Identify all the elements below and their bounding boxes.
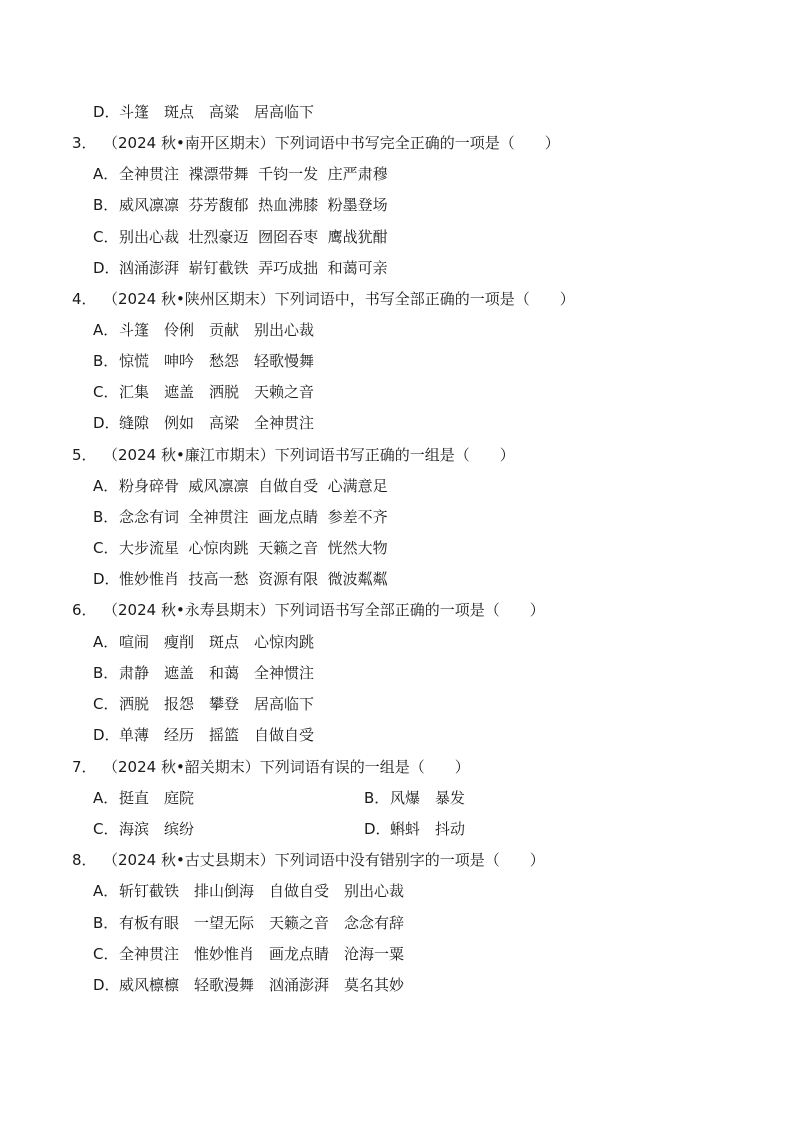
- q8-option-a-text: 斩钉截铁 排山倒海 自做自受 别出心裁: [119, 882, 405, 900]
- q5-option-d-text: 惟妙惟肖 技高一愁 资源有限 微波粼粼: [119, 570, 388, 588]
- question-4-number: 4．: [72, 290, 97, 308]
- question-6-number: 6．: [72, 601, 97, 619]
- q3-option-b-label: B．: [93, 196, 119, 214]
- q6-option-a-text: 喧闹 瘦削 斑点 心惊肉跳: [119, 633, 315, 651]
- q5-option-c-label: C．: [93, 539, 119, 557]
- prev-option-label: D．: [93, 103, 120, 121]
- q6-option-a-label: A．: [93, 633, 119, 651]
- q8-option-c-text: 全神贯注 惟妙惟肖 画龙点睛 沧海一粟: [119, 945, 405, 963]
- q5-option-b-text: 念念有词 全神贯注 画龙点睛 参差不齐: [119, 508, 388, 526]
- question-7-number: 7．: [72, 758, 97, 776]
- q4-option-d-text: 缝隙 例如 高梁 全神贯注: [119, 414, 315, 432]
- q7-option-c-label: C．: [93, 820, 119, 838]
- q7-option-d-text: 蝌蚪 抖动: [390, 820, 466, 838]
- question-5-stem: （2024 秋•廉江市期末）下列词语书写正确的一组是（ ）: [103, 446, 515, 464]
- question-8-number: 8．: [72, 851, 97, 869]
- q7-option-a-text: 挺直 庭院: [119, 789, 195, 807]
- q3-option-d-label: D．: [93, 259, 120, 277]
- q8-option-b-text: 有板有眼 一望无际 天籁之音 念念有辞: [119, 914, 405, 932]
- question-6-stem: （2024 秋•永寿县期末）下列词语书写全部正确的一项是（ ）: [103, 601, 545, 619]
- q7-option-d-label: D．: [364, 820, 391, 838]
- q3-option-d-text: 汹涌澎湃 崭钉截铁 弄巧成拙 和蔼可亲: [119, 259, 388, 277]
- q8-option-b-label: B．: [93, 914, 119, 932]
- q3-option-b-text: 威风凛凛 芬芳馥郁 热血沸膝 粉墨登场: [119, 196, 388, 214]
- question-3-number: 3．: [72, 134, 97, 152]
- q8-option-a-label: A．: [93, 882, 119, 900]
- q3-option-c-label: C．: [93, 228, 119, 246]
- q7-option-c-text: 海滨 缤纷: [119, 820, 195, 838]
- q4-option-d-label: D．: [93, 414, 120, 432]
- q4-option-c-label: C．: [93, 383, 119, 401]
- q8-option-d-text: 威风檩檩 轻歌漫舞 汹涌澎湃 莫名其妙: [119, 976, 405, 994]
- question-4-stem: （2024 秋•陕州区期末）下列词语中，书写全部正确的一项是（ ）: [103, 290, 575, 308]
- q3-option-c-text: 别出心裁 壮烈豪迈 囫囵吞枣 鹰战犹酣: [119, 228, 388, 246]
- question-8-stem: （2024 秋•古丈县期末）下列词语中没有错别字的一项是（ ）: [103, 851, 545, 869]
- q5-option-b-label: B．: [93, 508, 119, 526]
- q8-option-d-label: D．: [93, 976, 120, 994]
- q3-option-a-text: 全神贯注 褋漂带舞 千钧一发 庄严肃穆: [119, 165, 388, 183]
- q7-option-b-label: B．: [364, 789, 390, 807]
- q4-option-a-text: 斗篷 伶俐 贡献 别出心裁: [119, 321, 315, 339]
- q7-option-a-label: A．: [93, 789, 119, 807]
- q8-option-c-label: C．: [93, 945, 119, 963]
- q6-option-b-text: 肃静 遮盖 和蔼 全神惯注: [119, 664, 315, 682]
- q5-option-c-text: 大步流星 心惊肉跳 天籁之音 恍然大物: [119, 539, 388, 557]
- q6-option-c-text: 洒脱 报怨 攀登 居高临下: [119, 695, 315, 713]
- q4-option-a-label: A．: [93, 321, 119, 339]
- q6-option-d-label: D．: [93, 726, 120, 744]
- q4-option-b-text: 惊慌 呻吟 愁怨 轻歌慢舞: [119, 352, 315, 370]
- question-3-stem: （2024 秋•南开区期末）下列词语中书写完全正确的一项是（ ）: [103, 134, 560, 152]
- q6-option-d-text: 单薄 经历 摇篮 自做自受: [119, 726, 315, 744]
- q5-option-a-label: A．: [93, 477, 119, 495]
- prev-option-text: 斗篷 斑点 高粱 居高临下: [119, 103, 315, 121]
- q6-option-b-label: B．: [93, 664, 119, 682]
- q3-option-a-label: A．: [93, 165, 119, 183]
- question-7-stem: （2024 秋•韶关期末）下列词语有误的一组是（ ）: [103, 758, 470, 776]
- q4-option-c-text: 汇集 遮盖 洒脱 天赖之音: [119, 383, 315, 401]
- question-5-number: 5．: [72, 446, 97, 464]
- q6-option-c-label: C．: [93, 695, 119, 713]
- q5-option-d-label: D．: [93, 570, 120, 588]
- q5-option-a-text: 粉身碎骨 威风凛凛 自做自受 心满意足: [119, 477, 388, 495]
- q7-option-b-text: 风爆 暴发: [390, 789, 466, 807]
- q4-option-b-label: B．: [93, 352, 119, 370]
